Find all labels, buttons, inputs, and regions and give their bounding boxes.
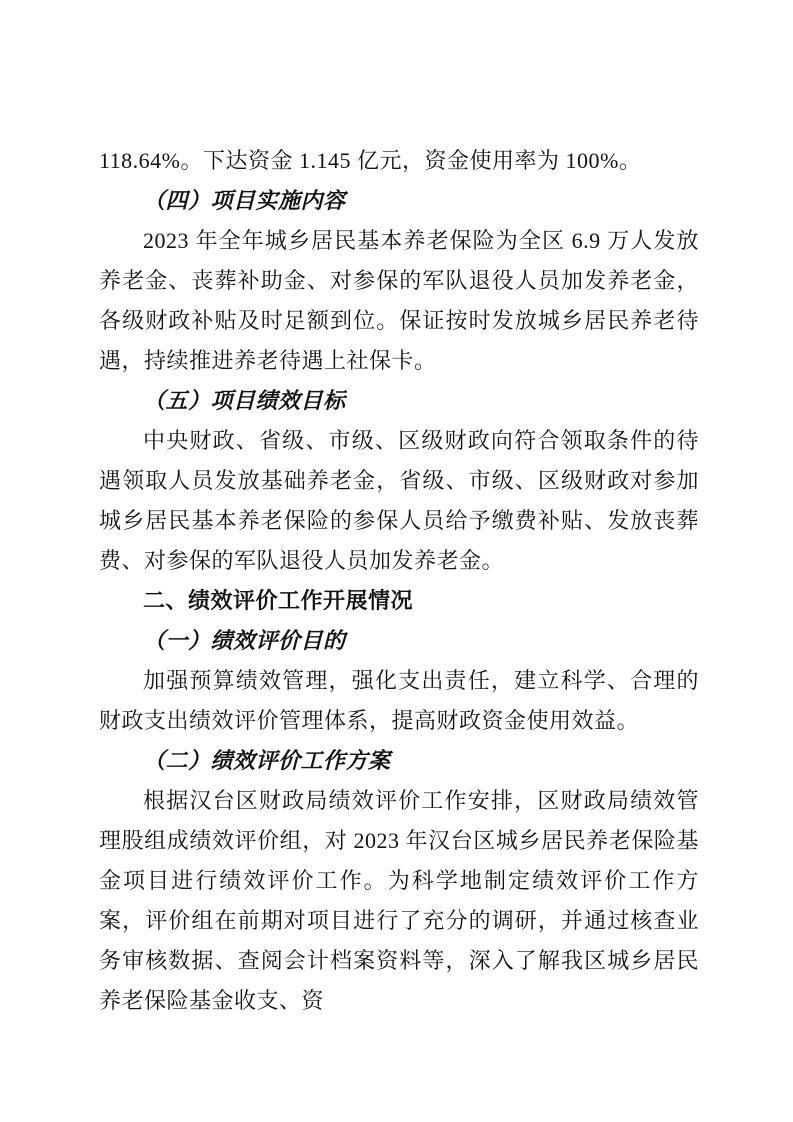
document-content (99, 141, 699, 1021)
subsection-heading-evaluation-purpose: （一）绩效评价目的 (143, 628, 346, 653)
subsection-heading-performance-goals: （五）项目绩效目标 (143, 388, 346, 413)
paragraph-performance-goals: 中央财政、省级、市级、区级财政向符合领取条件的待遇领取人员发放基础养老金，省级、市级、区级财政对参加城乡居民基本养老保险的参保人员给予缴费补贴、发放丧葬费、对参保的军队退役人员加发养老金。 (99, 428, 699, 573)
section-heading-evaluation-work: 二、绩效评价工作开展情况 (143, 588, 414, 613)
subsection-heading-evaluation-plan: （二）绩效评价工作方案 (143, 748, 391, 773)
paragraph-evaluation-purpose: 加强预算绩效管理，强化支出责任，建立科学、合理的财政支出绩效评价管理体系，提高财政资金使用效益。 (99, 668, 699, 733)
paragraph-project-implementation: 2023 年全年城乡居民基本养老保险为全区 6.9 万人发放养老金、丧葬补助金、对参保的军队退役人员加发养老金，各级财政补贴及时足额到位。保证按时发放城乡居民养老待遇，持续推进养老待遇上社保卡。 (99, 228, 699, 373)
subsection-heading-project-implementation: （四）项目实施内容 (143, 188, 346, 213)
paragraph-continuation-funding: 118.64%。下达资金 1.145 亿元，资金使用率为 100%。 (99, 148, 642, 173)
paragraph-evaluation-plan: 根据汉台区财政局绩效评价工作安排，区财政局绩效管理股组成绩效评价组，对 2023 年汉台区城乡居民养老保险基金项目进行绩效评价工作。为科学地制定绩效评价工作方案，评价组在前期对项目进行了充分的调研，并通过核查业务审核数据、查阅会计档案资料等，深入了解我区城乡居民养老保险基金收支、资 (99, 788, 699, 1013)
